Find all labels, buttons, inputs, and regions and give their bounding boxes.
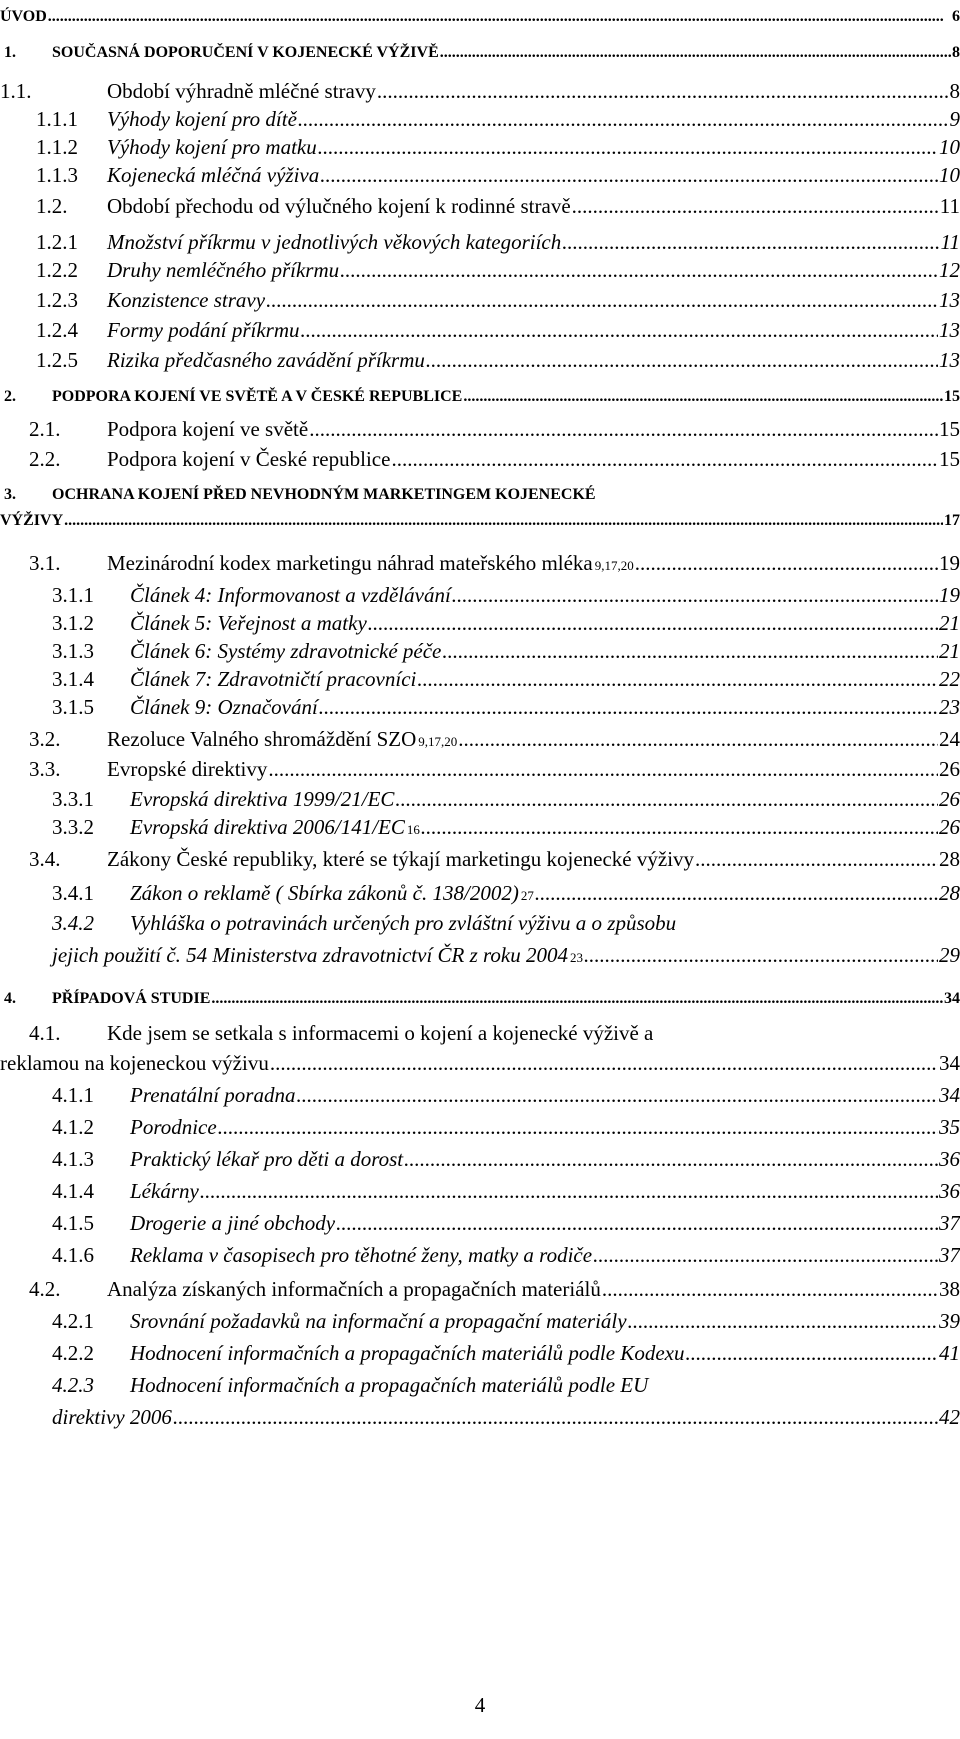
toc-entry[interactable] (36, 193, 960, 219)
toc-dot-leader (404, 1146, 938, 1172)
toc-entry-title: Srovnání požadavků na informační a propagační materiály (130, 1309, 627, 1333)
toc-entry-number: 4.1.6 (52, 1243, 94, 1267)
toc-entry-number: 4.1. (29, 1021, 61, 1045)
toc-entry[interactable]: 3.2. Rezoluce Valného shromáždění SZO 9,17,20 ..... 24 (29, 726, 960, 752)
toc-entry[interactable] (52, 1242, 960, 1268)
toc-entry-page: 8 (949, 79, 960, 103)
toc-entry-title: Formy podání příkrmu (107, 318, 300, 342)
toc-entry[interactable]: 3.3.2 Evropská direktiva 2006/141/EC 16 ..... 26 (52, 814, 960, 840)
toc-entry-title: Rezoluce Valného shromáždění SZO (107, 727, 417, 751)
toc-dot-leader (336, 1210, 938, 1236)
toc-entry[interactable]: 3.1. Mezinárodní kodex marketingu náhrad mateřského mléka 9,17,20 ..... 19 (29, 550, 960, 576)
toc-entry-page: 10 (939, 163, 960, 187)
toc-entry-number: 1.2.3 (36, 288, 78, 312)
toc-entry-page: 19 (939, 583, 960, 607)
toc-entry[interactable] (36, 347, 960, 373)
toc-entry[interactable] (36, 106, 960, 132)
toc-entry-first-line (29, 1020, 653, 1046)
toc-entry-title: Článek 7: Zdravotničtí pracovníci (130, 667, 417, 691)
toc-dot-leader (268, 756, 938, 782)
toc-entry[interactable] (52, 1178, 960, 1204)
toc-entry-page: 39 (939, 1309, 960, 1333)
toc-entry-number: 1.2. (36, 194, 68, 218)
toc-entry-number: 1.2.1 (36, 230, 78, 254)
toc-dot-leader (318, 134, 938, 160)
toc-entry-number: 2.1. (29, 417, 61, 441)
toc-entry-title: Lékárny (130, 1179, 199, 1203)
toc-entry-page: 6 (952, 8, 960, 25)
toc-dot-leader (266, 287, 938, 313)
toc-entry-number: 3.1. (29, 551, 61, 575)
toc-entry-number: 3.4. (29, 847, 61, 871)
toc-entry-number: 1.1.2 (36, 135, 78, 159)
toc-entry-title: Praktický lékař pro děti a dorost (130, 1147, 404, 1171)
toc-dot-leader (458, 726, 938, 752)
toc-dot-leader (377, 78, 949, 104)
toc-entry-number: 3.3. (29, 757, 61, 781)
toc-entry[interactable] (52, 638, 960, 664)
toc-entry-page: 36 (939, 1147, 960, 1171)
toc-entry-number: 4.1.4 (52, 1179, 94, 1203)
toc-entry[interactable] (52, 1082, 960, 1108)
toc-entry-page: 24 (939, 727, 960, 751)
toc-entry-title: Konzistence stravy (107, 288, 266, 312)
toc-entry-number: 3.4.2 (52, 911, 94, 935)
toc-dot-leader (319, 694, 938, 720)
toc-entry[interactable] (52, 1404, 960, 1430)
toc-entry-number: 3.1.3 (52, 639, 94, 663)
toc-entry[interactable] (52, 1146, 960, 1172)
toc-entry-page: 13 (939, 288, 960, 312)
toc-entry-title: Článek 4: Informovanost a vzdělávání (130, 583, 451, 607)
toc-entry[interactable] (4, 986, 960, 1012)
toc-dot-leader (340, 257, 938, 283)
toc-entry-title: Zákon o reklamě ( Sbírka zákonů č. 138/2002) (130, 881, 519, 905)
toc-dot-leader (296, 1082, 938, 1108)
toc-entry-page: 21 (939, 639, 960, 663)
toc-entry-title: OCHRANA KOJENÍ PŘED NEVHODNÝM MARKETINGEM KOJENECKÉ (52, 486, 596, 503)
toc-entry-page: 12 (939, 258, 960, 282)
toc-dot-leader (64, 508, 943, 534)
toc-entry-title: Vyhláška o potravinách určených pro zvláštní výživu a o způsobu (130, 911, 677, 935)
toc-entry-title: Výhody kojení pro matku (107, 135, 317, 159)
toc-entry-page: 42 (939, 1405, 960, 1429)
toc-dot-leader (298, 106, 949, 132)
toc-entry-title: Období přechodu od výlučného kojení k rodinné stravě (107, 194, 571, 218)
toc-entry[interactable] (29, 756, 960, 782)
toc-entry-title: Rizika předčasného zavádění příkrmu (107, 348, 425, 372)
toc-dot-leader (270, 1050, 938, 1076)
toc-dot-leader (211, 986, 943, 1012)
toc-entry-page: 15 (939, 417, 960, 441)
toc-entry-number: 4.1.5 (52, 1211, 94, 1235)
toc-entry[interactable] (4, 40, 960, 66)
toc-entry[interactable] (36, 257, 960, 283)
toc-entry-first-line (52, 910, 676, 936)
toc-dot-leader (200, 1178, 938, 1204)
toc-dot-leader (463, 384, 943, 410)
toc-entry[interactable]: 3.4.1 Zákon o reklamě ( Sbírka zákonů č. 138/2002) 27 ..... 28 (52, 880, 960, 906)
toc-entry-number: 1. (4, 44, 16, 61)
toc-entry-number: 1.2.4 (36, 318, 78, 342)
toc-entry-number: 2.2. (29, 447, 61, 471)
toc-entry-page: 9 (949, 107, 960, 131)
toc-entry-page: 26 (939, 787, 960, 811)
toc-dot-leader (593, 1242, 938, 1268)
toc-entry-number: 3.4.1 (52, 881, 94, 905)
toc-entry-title: PODPORA KOJENÍ VE SVĚTĚ A V ČESKÉ REPUBLICE (52, 388, 463, 405)
toc-entry[interactable] (36, 134, 960, 160)
toc-entry-page: 8 (952, 44, 960, 61)
toc-entry-title: Podpora kojení ve světě (107, 417, 309, 441)
toc-entry-title: Zákony České republiky, které se týkají marketingu kojenecké výživy (107, 847, 695, 871)
toc-entry-title: Období výhradně mléčné stravy (107, 79, 376, 103)
toc-entry-page: 28 (939, 881, 960, 905)
toc-entry-number: 4.1.3 (52, 1147, 94, 1171)
toc-dot-leader (572, 193, 939, 219)
toc-entry-title: Evropská direktiva 2006/141/EC (130, 815, 405, 839)
toc-dot-leader (368, 610, 938, 636)
toc-entry-number: 4.2. (29, 1277, 61, 1301)
toc-entry-page: 13 (939, 348, 960, 372)
toc-dot-leader (535, 880, 938, 906)
toc-entry-number: 3.1.4 (52, 667, 94, 691)
toc-entry-title: PŘÍPADOVÁ STUDIE (52, 990, 211, 1007)
toc-dot-leader (602, 1276, 938, 1302)
toc-entry[interactable] (0, 1050, 960, 1076)
toc-entry-page: 13 (939, 318, 960, 342)
toc-dot-leader (452, 582, 938, 608)
toc-entry[interactable] (36, 162, 960, 188)
toc-entry-page: 28 (939, 847, 960, 871)
toc-dot-leader (562, 229, 939, 255)
toc-dot-leader (440, 40, 951, 66)
toc-entry-page: 22 (939, 667, 960, 691)
toc-entry[interactable] (29, 416, 960, 442)
toc-dot-leader (309, 416, 938, 442)
toc-entry-title-continued: direktivy 2006 (52, 1405, 172, 1429)
toc-entry-number: 1.2.5 (36, 348, 78, 372)
toc-entry-page: 26 (939, 815, 960, 839)
toc-entry-number: 4. (4, 990, 16, 1007)
toc-dot-leader (695, 846, 938, 872)
toc-dot-leader (301, 317, 939, 343)
toc-entry-title: Článek 9: Označování (130, 695, 318, 719)
toc-entry-page: 21 (939, 611, 960, 635)
toc-entry-title: Druhy nemléčného příkrmu (107, 258, 340, 282)
toc-entry-number: 4.2.1 (52, 1309, 94, 1333)
toc-entry[interactable] (0, 78, 960, 104)
toc-entry-page: 37 (939, 1211, 960, 1235)
toc-dot-leader (628, 1308, 938, 1334)
toc-entry-title: SOUČASNÁ DOPORUČENÍ V KOJENECKÉ VÝŽIVĚ (52, 44, 439, 61)
toc-entry-title: Množství příkrmu v jednotlivých věkových kategoriích (107, 230, 562, 254)
toc-entry-first-line (52, 1372, 648, 1398)
toc-entry[interactable] (52, 1340, 960, 1366)
toc-entry[interactable] (0, 4, 960, 30)
toc-entry-page: 34 (944, 990, 960, 1007)
toc-entry-number: 1.1.3 (36, 163, 78, 187)
toc-entry-number: 3.3.2 (52, 815, 94, 839)
toc-entry-title: Podpora kojení v České republice (107, 447, 391, 471)
toc-dot-leader (426, 347, 938, 373)
toc-entry-title-continued: jejich použití č. 54 Ministerstva zdravotnictví ČR z roku 2004 (52, 943, 568, 967)
toc-entry[interactable] (29, 446, 960, 472)
toc-dot-leader (218, 1114, 938, 1140)
toc-dot-leader (442, 638, 938, 664)
toc-dot-leader (320, 162, 938, 188)
toc-dot-leader (635, 550, 938, 576)
toc-entry[interactable]: jejich použití č. 54 Ministerstva zdravotnictví ČR z roku 2004 23 ..... 29 (52, 942, 960, 968)
toc-entry[interactable] (36, 287, 960, 313)
toc-entry-page: 36 (939, 1179, 960, 1203)
toc-entry[interactable] (29, 846, 960, 872)
toc-entry-title: ÚVOD (0, 8, 47, 25)
toc-entry-title: Mezinárodní kodex marketingu náhrad mateřského mléka (107, 551, 593, 575)
toc-entry-number: 4.1.2 (52, 1115, 94, 1139)
toc-entry-page: 38 (939, 1277, 960, 1301)
toc-entry-page: 15 (939, 447, 960, 471)
toc-entry-number: 1.1.1 (36, 107, 78, 131)
toc-entry[interactable] (52, 1114, 960, 1140)
page-number: 4 (474, 1693, 486, 1717)
toc-entry-title: Prenatální poradna (130, 1083, 296, 1107)
toc-entry-title: Článek 6: Systémy zdravotnické péče (130, 639, 442, 663)
toc-entry-title: Porodnice (130, 1115, 217, 1139)
toc-entry-title-continued: VÝŽIVY (0, 512, 64, 529)
toc-entry[interactable] (52, 610, 960, 636)
toc-dot-leader (391, 446, 938, 472)
toc-entry[interactable] (36, 317, 960, 343)
toc-entry[interactable] (52, 582, 960, 608)
toc-entry-title: Drogerie a jiné obchody (130, 1211, 336, 1235)
toc-entry-number: 4.2.3 (52, 1373, 94, 1397)
toc-entry-page: 26 (939, 757, 960, 781)
toc-entry[interactable] (52, 694, 960, 720)
toc-dot-leader (173, 1404, 938, 1430)
toc-entry-title: Evropské direktivy (107, 757, 268, 781)
toc-dot-leader (417, 666, 938, 692)
toc-entry-number: 4.1.1 (52, 1083, 94, 1107)
toc-entry-page: 35 (939, 1115, 960, 1139)
toc-entry-number: 3.1.1 (52, 583, 94, 607)
toc-entry-title: Hodnocení informačních a propagačních materiálů podle Kodexu (130, 1341, 685, 1365)
toc-entry-title: Hodnocení informačních a propagačních materiálů podle EU (130, 1373, 649, 1397)
toc-entry-title-continued: reklamou na kojeneckou výživu (0, 1051, 269, 1075)
toc-entry-page: 19 (939, 551, 960, 575)
toc-entry[interactable] (4, 384, 960, 410)
toc-entry-page: 34 (939, 1083, 960, 1107)
toc-entry-number: 3. (4, 486, 16, 503)
toc-entry[interactable] (52, 1308, 960, 1334)
toc-entry-title: Evropská direktiva 1999/21/EC (130, 787, 395, 811)
toc-entry[interactable] (52, 666, 960, 692)
toc-entry-number: 1.2.2 (36, 258, 78, 282)
toc-entry-page: 10 (939, 135, 960, 159)
toc-entry-first-line (4, 482, 596, 508)
toc-entry-title: Článek 5: Veřejnost a matky (130, 611, 367, 635)
toc-entry[interactable] (29, 1276, 960, 1302)
toc-entry[interactable] (52, 786, 960, 812)
toc-entry-page: 15 (944, 388, 960, 405)
toc-entry-title: Kojenecká mléčná výživa (107, 163, 320, 187)
toc-entry-page: 23 (939, 695, 960, 719)
toc-dot-leader (685, 1340, 938, 1366)
toc-entry-page: 41 (939, 1341, 960, 1365)
toc-entry-title: Reklama v časopisech pro těhotné ženy, matky a rodiče (130, 1243, 593, 1267)
toc-entry[interactable] (0, 508, 960, 534)
toc-entry-title: Analýza získaných informačních a propagačních materiálů (107, 1277, 601, 1301)
toc-entry-number: 3.2. (29, 727, 61, 751)
toc-dot-leader (421, 814, 938, 840)
toc-entry-number: 4.2.2 (52, 1341, 94, 1365)
toc-entry-number: 2. (4, 388, 16, 405)
toc-entry-page: 11 (940, 230, 960, 254)
toc-entry-title: Výhody kojení pro dítě (107, 107, 297, 131)
toc-entry[interactable] (52, 1210, 960, 1236)
toc-entry-page: 29 (939, 943, 960, 967)
toc-entry-number: 3.3.1 (52, 787, 94, 811)
toc-entry-number: 3.1.5 (52, 695, 94, 719)
toc-entry-title: Kde jsem se setkala s informacemi o kojení a kojenecké výživě a (107, 1021, 654, 1045)
toc-entry-page: 37 (939, 1243, 960, 1267)
toc-entry-page: 34 (939, 1051, 960, 1075)
toc-dot-leader (584, 942, 938, 968)
toc-entry-page: 11 (939, 194, 960, 218)
toc-entry-page: 17 (944, 512, 960, 529)
toc-entry-number: 1.1. (0, 79, 32, 103)
toc-entry[interactable] (36, 229, 960, 255)
toc-dot-leader (395, 786, 938, 812)
toc-entry-number: 3.1.2 (52, 611, 94, 635)
toc-dot-leader (48, 4, 951, 30)
